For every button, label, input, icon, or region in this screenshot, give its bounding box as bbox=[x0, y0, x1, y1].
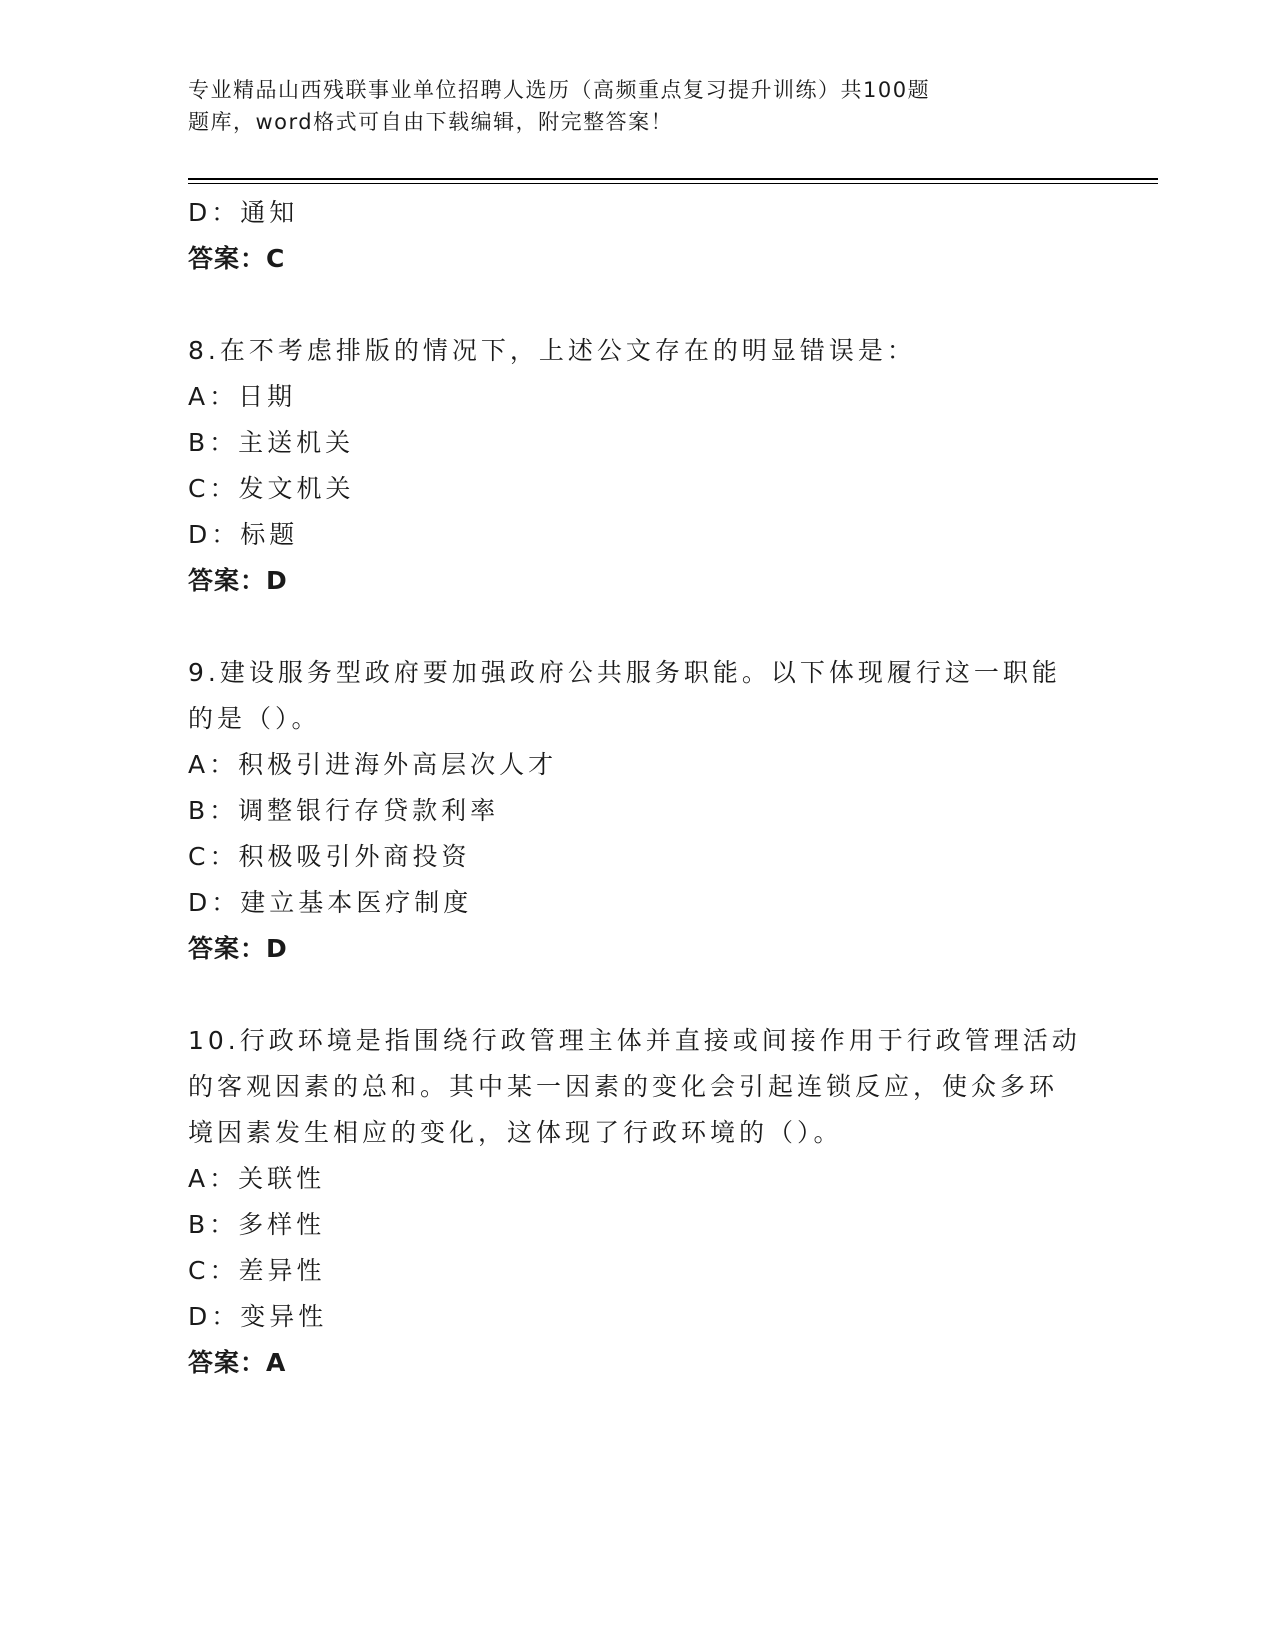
answer: 答案：D bbox=[188, 934, 288, 963]
option-b: B：多样性 bbox=[188, 1210, 326, 1239]
answer: 答案：C bbox=[188, 244, 286, 273]
answer: 答案：D bbox=[188, 566, 288, 595]
option-b: B：调整银行存贷款利率 bbox=[188, 796, 500, 825]
question-text-line-2: 的客观因素的总和。其中某一因素的变化会引起连锁反应，使众多环 bbox=[188, 1072, 1059, 1101]
option-b: B：主送机关 bbox=[188, 428, 355, 457]
answer: 答案：A bbox=[188, 1348, 287, 1377]
option-c: C：差异性 bbox=[188, 1256, 326, 1285]
option-a: A：积极引进海外高层次人才 bbox=[188, 750, 558, 779]
question-9 bbox=[188, 650, 1118, 972]
option-c: C：发文机关 bbox=[188, 474, 355, 503]
option-a: A：日期 bbox=[188, 382, 297, 411]
question-8 bbox=[188, 328, 1118, 604]
option-a: A：关联性 bbox=[188, 1164, 326, 1193]
option-d: D：变异性 bbox=[188, 1302, 328, 1331]
question-text-line-2: 的是（）。 bbox=[188, 704, 321, 733]
question-text-line-1: 9.建设服务型政府要加强政府公共服务职能。以下体现履行这一职能 bbox=[188, 658, 1061, 687]
option-d: D：建立基本医疗制度 bbox=[188, 888, 473, 917]
question-10 bbox=[188, 1018, 1118, 1386]
option-c: C：积极吸引外商投资 bbox=[188, 842, 471, 871]
header-divider bbox=[188, 178, 1158, 180]
header-divider-thin bbox=[188, 183, 1158, 184]
question-text: 8.在不考虑排版的情况下，上述公文存在的明显错误是： bbox=[188, 336, 916, 365]
option-d: D：通知 bbox=[188, 198, 299, 227]
header-line-1: 专业精品山西残联事业单位招聘人选历（高频重点复习提升训练）共100题 bbox=[188, 78, 931, 102]
document-header bbox=[188, 74, 1048, 138]
question-text-line-1: 10.行政环境是指围绕行政管理主体并直接或间接作用于行政管理活动 bbox=[188, 1026, 1081, 1055]
question-text-line-3: 境因素发生相应的变化，这体现了行政环境的（）。 bbox=[188, 1118, 843, 1147]
header-line-2: 题库，word格式可自由下载编辑，附完整答案！ bbox=[188, 110, 674, 134]
option-d: D：标题 bbox=[188, 520, 299, 549]
question-content bbox=[188, 190, 1118, 1386]
